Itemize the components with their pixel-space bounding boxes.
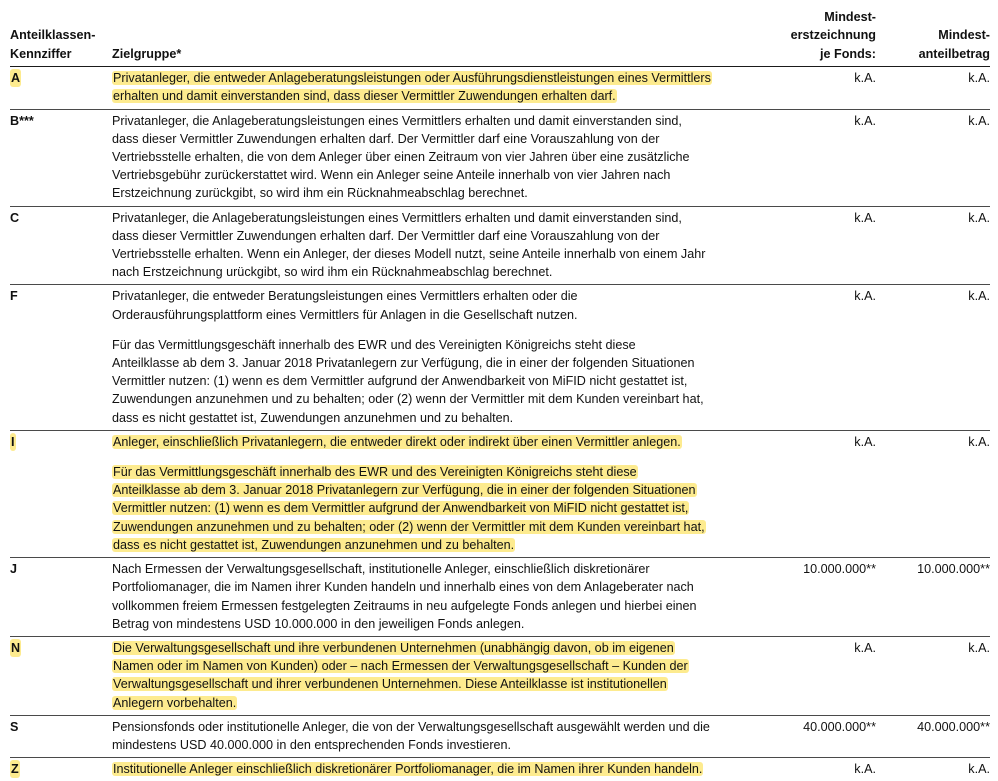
row-code-and-target-cell xyxy=(10,715,762,757)
row-code-and-target-cell xyxy=(10,67,762,109)
target-group-text: Nach Ermessen der Verwaltungsgesellschaft, institutionelle Anleger, einschließlich diskretionärer Portfoliomanager, die im Namen ihrer Kunden handeln und innerhalb eines von dem Anlageberater nach vollkommen freiem Ermessen festgelegten Zeitraums in neu aufgelegte Fonds anlegen und hierbei einen Betrag von mindestens USD 10.000.000 in den jeweiligen Fonds anlegen. xyxy=(112,562,697,631)
table-row xyxy=(10,558,990,637)
target-group-paragraph xyxy=(112,433,754,451)
min-holding-value: k.A. xyxy=(968,210,990,225)
target-group-paragraph xyxy=(112,336,754,427)
target-group-text: Privatanleger, die Anlageberatungsleistungen eines Vermittlers erhalten und damit einverstanden sind, dass dieser Vermittler Zuwendungen erhalten darf. Der Vermittler darf eine Vorauszahlung von der Vertriebsstelle erhalten, die von dem Anleger über einen Zeitraum von vier Jahren über eine zusätzliche Vertriebsgebühr zurückerstattet wird. Wenn ein Anleger seine Anteile innerhalb von vier Jahren nach Erstzeichnung zurückgibt, so wird ihm ein Rücknahmeabschlag berechnet. xyxy=(112,113,690,201)
min-holding-value: k.A. xyxy=(968,113,990,128)
min-holding-value: 10.000.000** xyxy=(917,562,990,577)
table-row xyxy=(10,285,990,430)
target-group-paragraph xyxy=(112,112,754,203)
share-class-code: C xyxy=(10,210,20,225)
table-row xyxy=(10,636,990,715)
min-subscription-value: k.A. xyxy=(854,762,876,777)
target-group-paragraph xyxy=(112,463,754,554)
share-class-code: B*** xyxy=(10,113,34,128)
min-subscription-value: 40.000.000** xyxy=(803,719,876,734)
min-holding-value: k.A. xyxy=(968,762,990,777)
share-class-code: N xyxy=(10,639,21,657)
header-min-subscription: Mindest- erstzeichnung je Fonds: xyxy=(790,10,876,61)
table-row xyxy=(10,67,990,109)
share-class-code: F xyxy=(10,289,18,304)
target-group-text: Institutionelle Anleger einschließlich diskretionärer Portfoliomanager, die im Namen ihrer Kunden handeln. xyxy=(113,762,703,777)
row-code-and-target-cell xyxy=(10,430,762,557)
target-group-text: Anleger, einschließlich Privatanlegern, die entweder direkt oder indirekt über einen Vermittler anlegen. xyxy=(113,434,681,449)
target-group-paragraph xyxy=(112,69,754,105)
header-min-holding: Mindest- anteilbetrag xyxy=(918,28,990,61)
target-group-text: Privatanleger, die entweder Anlageberatungsleistungen oder Ausführungsdienstleistungen eines Vermittlers erhalten und damit einverstanden sind, dass dieser Vermittler Zuwendungen erhalten darf. xyxy=(113,71,711,104)
share-class-code: A xyxy=(10,69,21,87)
row-code-and-target-cell xyxy=(10,285,762,430)
min-holding-value: k.A. xyxy=(968,434,990,449)
row-code-and-target-cell xyxy=(10,558,762,637)
table-header-row xyxy=(10,8,990,67)
share-class-code: S xyxy=(10,719,19,734)
table-row xyxy=(10,109,990,206)
share-class-code: J xyxy=(10,562,18,577)
row-code-and-target-cell xyxy=(10,758,762,781)
min-subscription-value: k.A. xyxy=(854,640,876,655)
table-row xyxy=(10,430,990,557)
target-group-text: Für das Vermittlungsgeschäft innerhalb des EWR und des Vereinigten Königreichs steht diese Anteilklasse ab dem 3. Januar 2018 Privatanlegern zur Verfügung, die in einer der folgenden Situationen Vermittler nutzen: (1) wenn es dem Vermittler aufgrund der Anwendbarkeit von MiFID nicht gestattet ist, Zuwendungen anzunehmen und zu behalten; oder (2) wenn der Vermittler mit dem Kunden vereinbart hat, dass es nicht gestattet ist, Zuwendungen anzunehmen und zu behalten. xyxy=(112,337,704,425)
min-subscription-value: k.A. xyxy=(854,113,876,128)
header-code: Anteilklassen- Kennziffer xyxy=(10,28,96,61)
row-code-and-target-cell xyxy=(10,206,762,285)
min-subscription-value: k.A. xyxy=(854,71,876,86)
target-group-paragraph xyxy=(112,718,754,754)
min-holding-value: k.A. xyxy=(968,289,990,304)
target-group-text: Für das Vermittlungsgeschäft innerhalb des EWR und des Vereinigten Königreichs steht diese Anteilklasse ab dem 3. Januar 2018 Privatanlegern zur Verfügung, die in einer der folgenden Situationen Vermittler nutzen: (1) wenn es dem Vermittler aufgrund der Anwendbarkeit von MiFID nicht gestattet ist, Zuwendungen anzunehmen und zu behalten; oder (2) wenn der Vermittler mit dem Kunden vereinbart hat, dass es nicht gestattet ist, Zuwendungen anzunehmen und zu behalten. xyxy=(113,465,705,552)
target-group-text: Pensionsfonds oder institutionelle Anleger, die von der Verwaltungsgesellschaft ausgewählt werden und die mindestens USD 40.000.000 in den entsprechenden Fonds investieren. xyxy=(112,719,710,752)
table-row xyxy=(10,206,990,285)
header-target: Zielgruppe* xyxy=(112,46,182,61)
min-holding-value: k.A. xyxy=(968,640,990,655)
min-holding-value: k.A. xyxy=(968,71,990,86)
min-subscription-value: k.A. xyxy=(854,434,876,449)
min-subscription-value: k.A. xyxy=(854,289,876,304)
header-cell-code-and-target xyxy=(10,8,762,67)
target-group-text: Privatanleger, die Anlageberatungsleistungen eines Vermittlers erhalten und damit einverstanden sind, dass dieser Vermittler Zuwendungen erhalten darf. Der Vermittler darf eine Vorauszahlung von der Vertriebsstelle erhalten. Wenn ein Anleger, der dieses Modell nutzt, seine Anteile innerhalb von einem Jahr nach Erstzeichnung urückgibt, so wird ihm ein Rücknahmeabschlag berechnet. xyxy=(112,210,706,280)
target-group-paragraph xyxy=(112,209,754,282)
target-group-paragraph xyxy=(112,560,754,633)
min-subscription-value: k.A. xyxy=(854,210,876,225)
share-class-code: Z xyxy=(10,760,20,778)
target-group-paragraph xyxy=(112,760,754,778)
row-code-and-target-cell xyxy=(10,636,762,715)
min-holding-value: 40.000.000** xyxy=(917,719,990,734)
target-group-text: Die Verwaltungsgesellschaft und ihre verbundenen Unternehmen (unabhängig davon, ob im eigenen Namen oder im Namen von Kunden) oder – nach Ermessen der Verwaltungsgesellschaft – Kunden der Verwaltungsgesellschaft und ihrer verbundenen Unternehmen. Diese Anteilklasse ist institutionellen Anlegern vorbehalten. xyxy=(113,640,688,710)
min-subscription-value: 10.000.000** xyxy=(803,562,876,577)
target-group-text: Privatanleger, die entweder Beratungsleistungen eines Vermittlers erhalten oder die Orderausführungsplattform eines Vermittlers für Anlagen in die Gesellschaft nutzen. xyxy=(112,289,578,322)
row-code-and-target-cell xyxy=(10,109,762,206)
target-group-paragraph xyxy=(112,639,754,712)
table-body xyxy=(10,67,990,781)
share-class-table xyxy=(10,8,990,781)
share-class-code: I xyxy=(10,433,16,451)
table-row xyxy=(10,758,990,781)
table-row xyxy=(10,715,990,757)
target-group-paragraph xyxy=(112,287,754,323)
